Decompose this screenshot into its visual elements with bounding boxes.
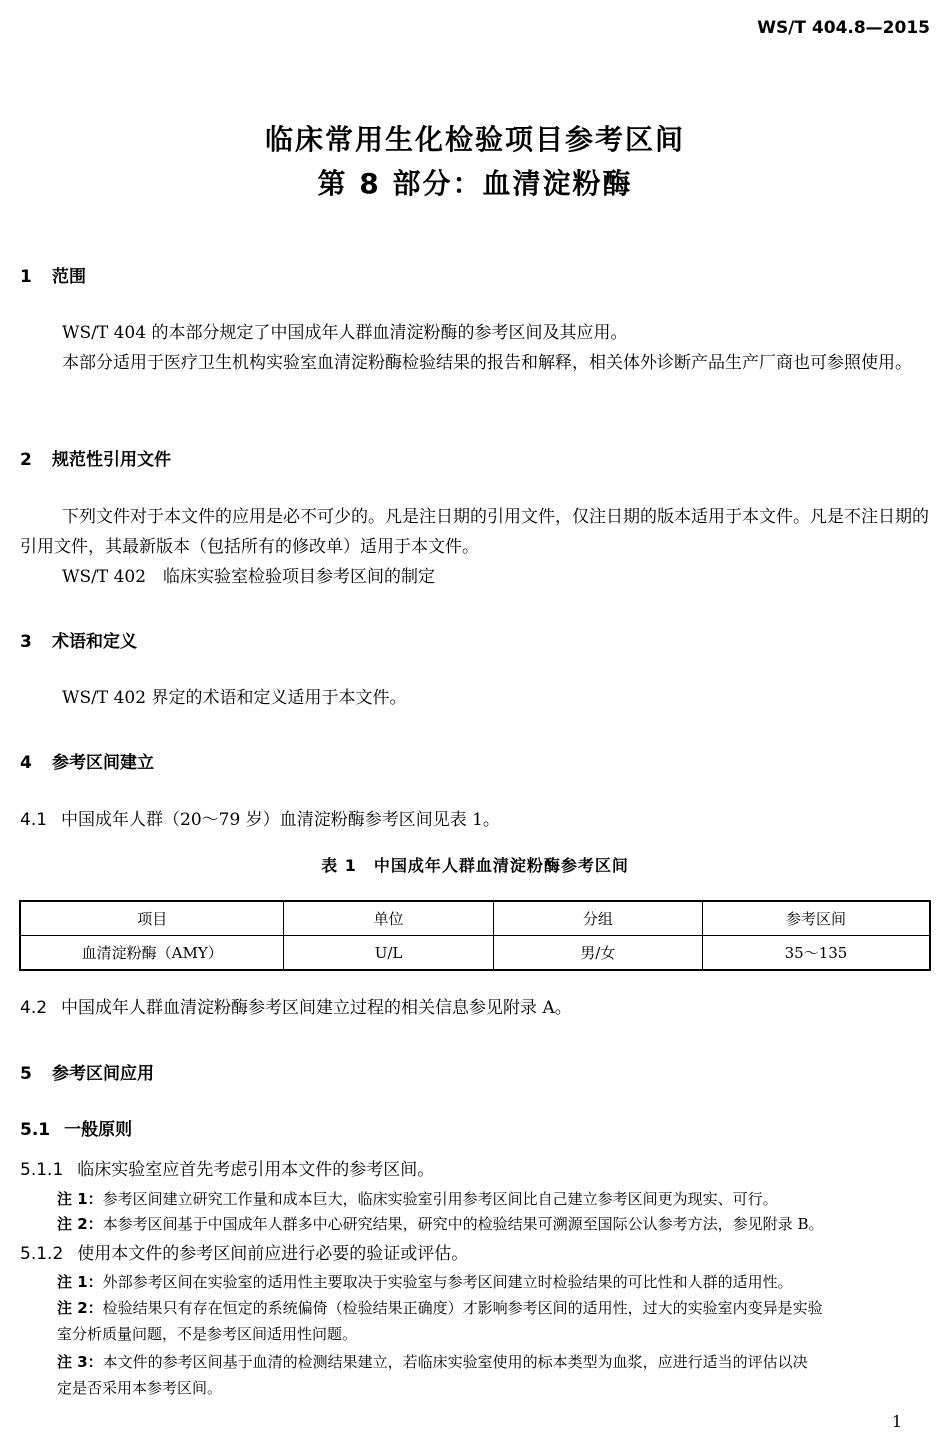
section-number: 5	[20, 1064, 32, 1084]
section-3-para-1: WS/T 402 界定的术语和定义适用于本文件。	[62, 688, 407, 708]
note-label: 注 1：	[57, 1190, 103, 1208]
table-cell: 35～135	[702, 936, 930, 971]
table-header-cell: 单位	[284, 901, 493, 936]
section-number: 2	[20, 450, 32, 470]
section-number: 4	[20, 753, 32, 773]
document-title-line1: 临床常用生化检验项目参考区间	[264, 123, 685, 156]
table-header-row	[20, 901, 930, 936]
section-1-para-2: 本部分适用于医疗卫生机构实验室血清淀粉酶检验结果的报告和解释，相关体外诊断产品生产厂商也可参照使用。	[62, 353, 912, 373]
section-title: 参考区间建立	[52, 753, 154, 773]
clause-5-1-2	[20, 1239, 932, 1269]
clause-number: 4.1	[20, 810, 48, 830]
clause-number: 5.1.1	[20, 1160, 64, 1180]
clause-title: 一般原则	[64, 1120, 133, 1140]
note-text: 参考区间建立研究工作量和成本巨大，临床实验室引用参考区间比自己建立参考区间更为现实、可行。	[102, 1190, 778, 1208]
note-text: 外部参考区间在实验室的适用性主要取决于实验室与参考区间建立时检验结果的可比性和人群的适用性。	[102, 1273, 793, 1291]
reference-interval-table	[19, 900, 931, 971]
section-title: 规范性引用文件	[52, 450, 171, 470]
clause-text: 使用本文件的参考区间前应进行必要的验证或评估。	[77, 1244, 469, 1264]
note-text: 检验结果只有存在恒定的系统偏倚（检验结果正确度）才影响参考区间的适用性，过大的实验室内变异是实验	[102, 1299, 823, 1317]
clause-number: 4.2	[20, 998, 48, 1018]
note-label: 注 1：	[57, 1273, 103, 1291]
note-5-1-2-2	[57, 1296, 932, 1321]
section-title: 术语和定义	[52, 632, 137, 652]
section-1-para-1: WS/T 404 的本部分规定了中国成年人群血清淀粉酶的参考区间及其应用。	[62, 323, 628, 343]
clause-text: 临床实验室应首先考虑引用本文件的参考区间。	[77, 1160, 435, 1180]
table-cell: 血清淀粉酶（AMY）	[20, 936, 284, 971]
clause-4-1	[20, 805, 932, 835]
table-cell: U/L	[284, 936, 493, 971]
table-caption: 表 1 中国成年人群血清淀粉酶参考区间	[321, 856, 629, 875]
note-label: 注 2：	[57, 1215, 103, 1233]
section-3-heading	[20, 627, 137, 652]
note-label: 注 3：	[57, 1353, 103, 1371]
note-5-1-2-2-continued: 室分析质量问题，不是参考区间适用性问题。	[57, 1325, 358, 1343]
table-header-cell: 参考区间	[702, 901, 930, 936]
table-row	[20, 936, 930, 971]
table-header-cell: 分组	[493, 901, 702, 936]
clause-number: 5.1	[20, 1120, 51, 1140]
note-5-1-2-3	[57, 1350, 932, 1375]
clause-text: 中国成年人群血清淀粉酶参考区间建立过程的相关信息参见附录 A。	[61, 998, 572, 1018]
section-5-heading	[20, 1059, 154, 1084]
note-text: 本文件的参考区间基于血清的检测结果建立，若临床实验室使用的标本类型为血浆，应进行适当的评估以决	[102, 1353, 808, 1371]
page-number: 1	[891, 1412, 902, 1431]
note-5-1-1-2	[57, 1212, 932, 1237]
note-text: 本参考区间基于中国成年人群多中心研究结果，研究中的检验结果可溯源至国际公认参考方法，参见附录 B。	[102, 1215, 824, 1233]
note-label: 注 2：	[57, 1299, 103, 1317]
section-title: 参考区间应用	[52, 1064, 154, 1084]
document-title-line2: 第 8 部分：血清淀粉酶	[317, 167, 633, 200]
note-5-1-2-3-continued: 定是否采用本参考区间。	[57, 1379, 223, 1397]
note-5-1-1-1	[57, 1187, 932, 1212]
standard-code: WS/T 404.8—2015	[757, 18, 930, 38]
section-4-heading	[20, 748, 154, 773]
table-header-cell: 项目	[20, 901, 284, 936]
clause-5-1-heading	[20, 1115, 132, 1140]
clause-4-2	[20, 993, 932, 1023]
clause-text: 中国成年人群（20～79 岁）血清淀粉酶参考区间见表 1。	[61, 810, 500, 830]
table-cell: 男/女	[493, 936, 702, 971]
section-2-reference: WS/T 402 临床实验室检验项目参考区间的制定	[62, 567, 436, 587]
section-number: 3	[20, 632, 32, 652]
section-title: 范围	[52, 267, 86, 287]
clause-number: 5.1.2	[20, 1244, 64, 1264]
section-2-heading	[20, 445, 171, 470]
section-2-para-1: 下列文件对于本文件的应用是必不可少的。凡是注日期的引用文件，仅注日期的版本适用于本文件。凡是不注日期的引用文件，其最新版本（包括所有的修改单）适用于本文件。	[20, 507, 929, 557]
note-5-1-2-1	[57, 1270, 932, 1295]
clause-5-1-1	[20, 1155, 932, 1185]
section-number: 1	[20, 267, 32, 287]
section-1-heading	[20, 262, 86, 287]
